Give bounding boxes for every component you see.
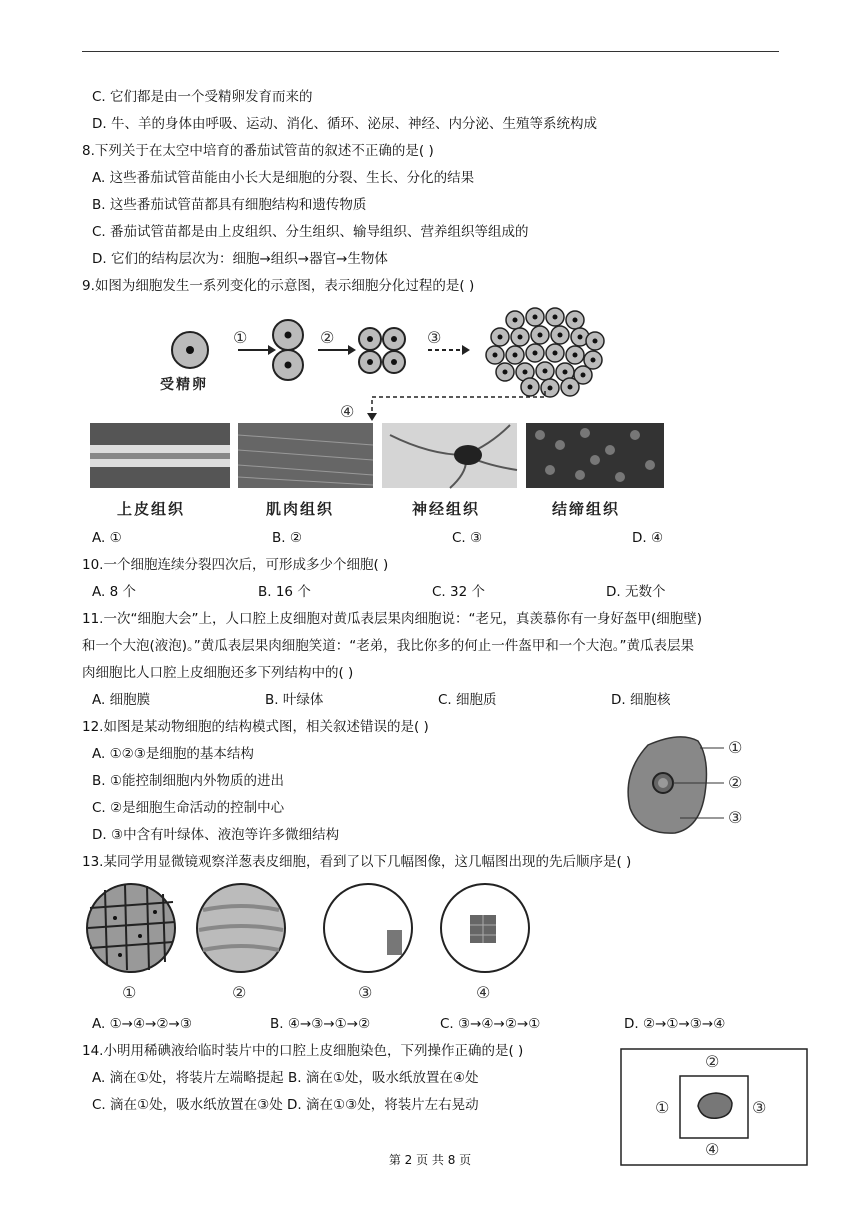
q13-option-b[interactable]: B. ④→③→①→② [270,1016,371,1032]
fig12-label-3: ③ [728,808,743,827]
q8-option-a: A. 这些番茄试管苗能由小长大是细胞的分裂、生长、分化的结果 [92,170,475,186]
fig14-label-top: ② [705,1052,720,1071]
q8-option-c: C. 番茄试管苗都是由上皮组织、分生组织、输导组织、营养组织等组成的 [92,224,529,240]
q11-option-c[interactable]: C. 细胞质 [438,692,497,708]
tissue-label-muscle: 肌肉组织 [266,500,335,518]
fig13-label-2: ② [232,983,247,1002]
step-2-label: ② [320,328,335,347]
q13-option-a[interactable]: A. ①→④→②→③ [92,1016,192,1032]
q10-option-d[interactable]: D. 无数个 [606,584,666,600]
q10-option-c[interactable]: C. 32 个 [432,584,485,600]
step-1-label: ① [233,328,248,347]
q12-stem: 12.如图是某动物细胞的结构模式图，相关叙述错误的是( ) [82,719,429,735]
fig14-label-right: ③ [752,1098,767,1117]
q9-option-a[interactable]: A. ① [92,530,122,546]
q9-option-c[interactable]: C. ③ [452,530,483,546]
step-3-label: ③ [427,328,442,347]
q9-option-b[interactable]: B. ② [272,530,302,546]
q9-stem: 9.如图为细胞发生一系列变化的示意图，表示细胞分化过程的是( ) [82,278,475,294]
q14-stem: 14.小明用稀碘液给临时装片中的口腔上皮细胞染色，下列操作正确的是( ) [82,1043,524,1059]
q10-option-b[interactable]: B. 16 个 [258,584,311,600]
q7-option-d: D. 牛、羊的身体由呼吸、运动、消化、循环、泌尿、神经、内分泌、生殖等系统构成 [92,116,597,132]
q11-stem-line3: 肉细胞比人口腔上皮细胞还多下列结构中的( ) [82,665,354,681]
page-footer: 第 2 页 共 8 页 [388,1153,472,1167]
q12-option-d[interactable]: D. ③中含有叶绿体、液泡等许多微细结构 [92,827,340,843]
q13-stem: 13.某同学用显微镜观察洋葱表皮细胞，看到了以下几幅图像，这几幅图出现的先后顺序是( ) [82,854,632,870]
step-4-label: ④ [340,402,355,421]
fig14-label-left: ① [655,1098,670,1117]
zygote-label: 受精卵 [160,377,208,393]
q12-option-b[interactable]: B. ①能控制细胞内外物质的进出 [92,773,284,789]
q12-option-c[interactable]: C. ②是细胞生命活动的控制中心 [92,800,285,816]
q8-stem: 8.下列关于在太空中培育的番茄试管苗的叙述不正确的是( ) [82,143,434,159]
q11-option-b[interactable]: B. 叶绿体 [265,692,324,708]
tissue-label-epithelial: 上皮组织 [117,500,186,518]
q13-option-d[interactable]: D. ②→①→③→④ [624,1016,726,1032]
q11-stem-line2: 和一个大泡(液泡)。”黄瓜表层果肉细胞笑道：“老弟，我比你多的何止一件盔甲和一个大泡。”黄瓜表层果 [82,638,695,654]
q8-option-b: B. 这些番茄试管苗都具有细胞结构和遗传物质 [92,197,367,213]
fig12-label-1: ① [728,738,743,757]
q12-option-a[interactable]: A. ①②③是细胞的基本结构 [92,746,254,762]
cell-division-figure [90,305,670,520]
header-rule [82,51,779,52]
q9-option-d[interactable]: D. ④ [632,530,664,546]
fig12-label-2: ② [728,773,743,792]
tissue-label-nerve: 神经组织 [412,500,481,518]
q10-option-a[interactable]: A. 8 个 [92,584,136,600]
microscope-views-figure [85,880,535,980]
q11-option-d[interactable]: D. 细胞核 [611,692,671,708]
cell-cluster [486,305,604,400]
fig14-label-bottom: ④ [705,1140,720,1159]
fig13-label-1: ① [122,983,137,1002]
q11-stem-line1: 11.一次“细胞大会”上，人口腔上皮细胞对黄瓜表层果肉细胞说：“老兄，真羡慕你有一身好盔甲(细胞壁) [82,611,702,627]
q11-option-a[interactable]: A. 细胞膜 [92,692,151,708]
fig13-label-3: ③ [358,983,373,1002]
q14-options-cd[interactable]: C. 滴在①处，吸水纸放置在③处 D. 滴在①③处，将装片左右晃动 [92,1097,479,1113]
q7-option-c: C. 它们都是由一个受精卵发育而来的 [92,89,313,105]
animal-cell-figure [620,733,770,838]
q13-option-c[interactable]: C. ③→④→②→① [440,1016,541,1032]
fig13-label-4: ④ [476,983,491,1002]
tissue-label-connective: 结缔组织 [552,500,621,518]
q8-option-d: D. 它们的结构层次为：细胞→组织→器官→生物体 [92,251,388,267]
q10-stem: 10.一个细胞连续分裂四次后，可形成多少个细胞( ) [82,557,389,573]
q14-options-ab[interactable]: A. 滴在①处，将装片左端略提起 B. 滴在①处，吸水纸放置在④处 [92,1070,479,1086]
